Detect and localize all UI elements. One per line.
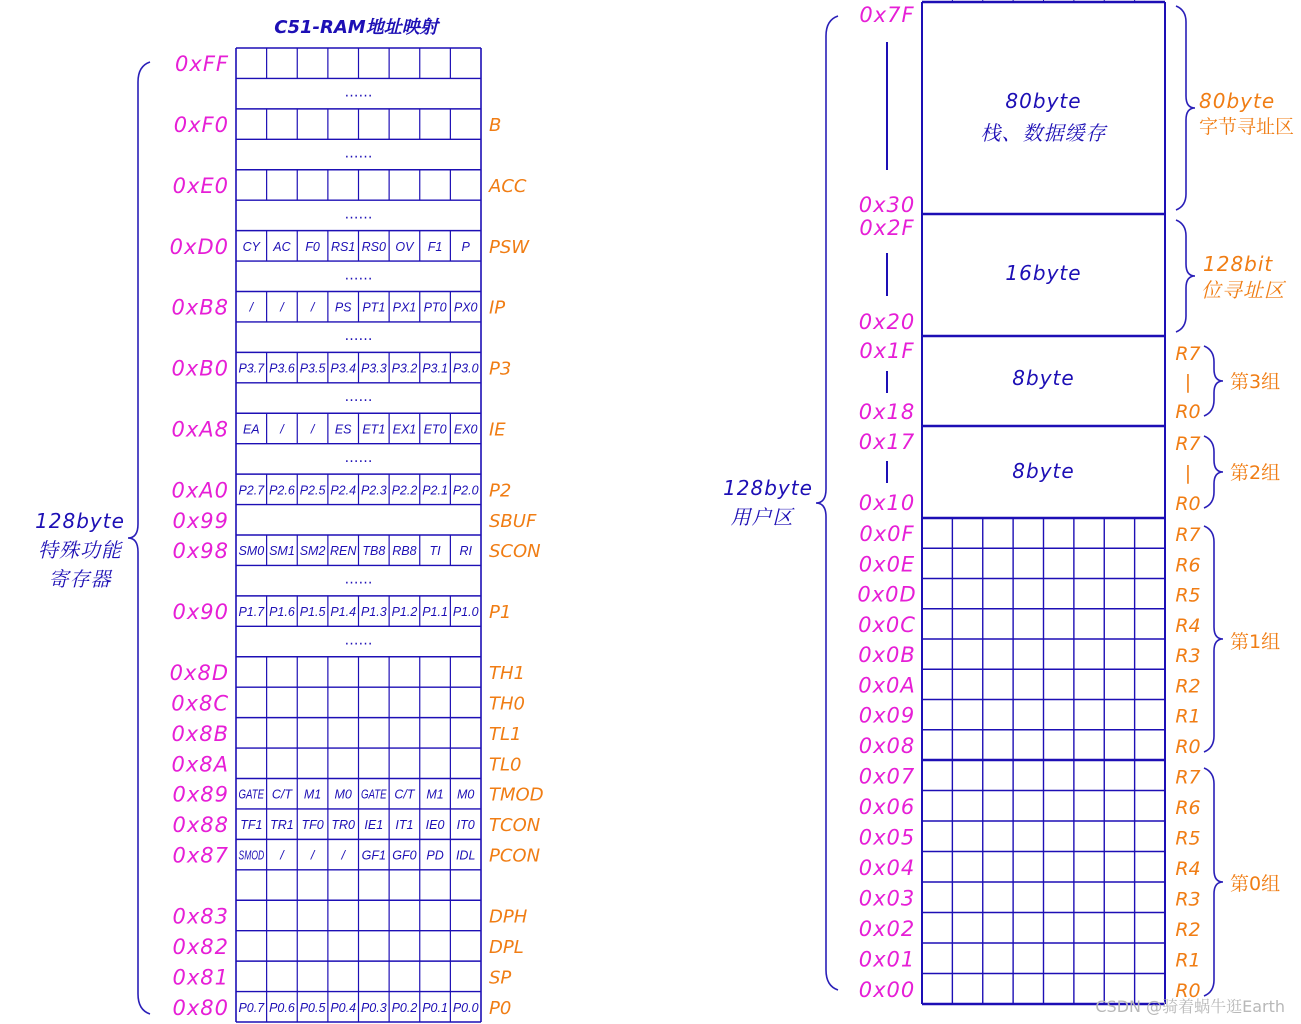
sfr-brace-label: 128byte bbox=[35, 509, 125, 533]
register-range-bar: | bbox=[1184, 371, 1192, 393]
bit-cell: P3.6 bbox=[269, 361, 295, 376]
register-name: P2 bbox=[489, 480, 512, 502]
address-label: 0x20 bbox=[858, 310, 916, 334]
register-name: TCON bbox=[489, 815, 541, 837]
address-label: 0x0D bbox=[857, 582, 917, 607]
bit-cell: M0 bbox=[457, 787, 475, 802]
address-label: 0x06 bbox=[858, 794, 916, 819]
bit-cell: SMOD bbox=[238, 848, 265, 863]
bit-cell: ET1 bbox=[362, 422, 386, 437]
bit-cell: P3.5 bbox=[299, 361, 326, 376]
sfr-brace-label: 特殊功能 bbox=[38, 538, 122, 562]
address-label: 0x87 bbox=[172, 843, 229, 868]
bit-cell: M0 bbox=[334, 787, 352, 802]
bit-cell: C/T bbox=[271, 787, 293, 802]
bit-cell: RS1 bbox=[331, 239, 356, 254]
address-label: 0xD0 bbox=[169, 234, 229, 259]
bit-cell: P2.5 bbox=[299, 483, 326, 498]
bit-cell: IT1 bbox=[395, 818, 414, 833]
bit-cell: F1 bbox=[427, 239, 443, 254]
register-label: R7 bbox=[1175, 433, 1201, 455]
address-label: 0xFF bbox=[175, 52, 229, 77]
bit-cell: P0.6 bbox=[269, 1000, 295, 1015]
address-label: 0x10 bbox=[858, 491, 916, 515]
bit-cell: P3.4 bbox=[330, 361, 357, 376]
bit-cell: EX0 bbox=[453, 422, 478, 437]
bit-cell: / bbox=[280, 422, 284, 437]
byte-area-label: 字节寻址区 bbox=[1199, 116, 1295, 138]
register-name: P3 bbox=[489, 358, 512, 380]
bit-cell: IT0 bbox=[456, 818, 475, 833]
register-name: TMOD bbox=[489, 784, 544, 806]
bit-cell: P1.4 bbox=[330, 605, 357, 620]
bit-cell: C/T bbox=[394, 787, 415, 802]
bit-cell: P1.7 bbox=[238, 605, 266, 620]
address-label: 0x81 bbox=[172, 965, 229, 990]
address-label: 0x98 bbox=[172, 539, 229, 564]
bit-cell: P3.2 bbox=[391, 361, 418, 376]
address-label: 0xE0 bbox=[172, 173, 229, 198]
address-label: 0x83 bbox=[172, 904, 229, 929]
bit-cell: P1.1 bbox=[422, 605, 448, 620]
bit-cell: P1.0 bbox=[452, 605, 479, 620]
register-name: SCON bbox=[489, 541, 541, 563]
address-label: 0x0F bbox=[859, 522, 915, 547]
register-label: R0 bbox=[1175, 493, 1201, 515]
register-label: R2 bbox=[1175, 918, 1201, 941]
bit-cell: P3.1 bbox=[422, 361, 448, 376]
bit-cell: RI bbox=[459, 544, 472, 559]
register-name: PSW bbox=[489, 236, 530, 258]
address-label: 0x2F bbox=[859, 216, 915, 240]
address-label: 0xA0 bbox=[171, 478, 229, 503]
bit-cell: P3.0 bbox=[452, 361, 479, 376]
bit-cell: TI bbox=[429, 544, 441, 559]
bit-cell: IE1 bbox=[364, 818, 384, 833]
bit-cell: TF0 bbox=[301, 818, 324, 833]
bit-cell: GATE bbox=[361, 787, 388, 802]
bit-cell: P0.3 bbox=[361, 1000, 387, 1015]
register-label: R0 bbox=[1175, 979, 1201, 1002]
bit-cell: P3.7 bbox=[238, 361, 266, 376]
address-label: 0x99 bbox=[172, 508, 229, 533]
register-name: SP bbox=[489, 967, 512, 989]
bit-cell: EX1 bbox=[392, 422, 417, 437]
register-label: R1 bbox=[1175, 705, 1201, 728]
byte-area-brace bbox=[1176, 6, 1195, 210]
register-name: SBUF bbox=[489, 510, 537, 532]
register-label: R4 bbox=[1175, 614, 1201, 637]
register-label: R6 bbox=[1175, 796, 1201, 819]
register-name: TL1 bbox=[489, 723, 522, 745]
address-label: 0x17 bbox=[858, 430, 916, 454]
block-16-size: 16byte bbox=[1005, 261, 1082, 285]
bank-brace bbox=[1204, 436, 1223, 508]
bit-cell: GATE bbox=[238, 787, 265, 802]
register-name: TH0 bbox=[489, 693, 525, 715]
bank-label: 第3组 bbox=[1230, 371, 1281, 393]
user-area-size: 128byte bbox=[723, 476, 813, 500]
address-label: 0x01 bbox=[858, 947, 916, 972]
register-name: DPL bbox=[489, 936, 524, 958]
bit-cell: RS0 bbox=[361, 239, 386, 254]
address-label: 0xB0 bbox=[171, 356, 229, 381]
user-ram-table bbox=[723, 0, 1294, 1004]
bit-cell: PX0 bbox=[453, 300, 478, 315]
address-label: 0x80 bbox=[172, 995, 229, 1020]
sfr-brace bbox=[35, 62, 150, 1014]
bit-cell: P3.3 bbox=[361, 361, 387, 376]
sfr-brace-label: 寄存器 bbox=[48, 567, 112, 591]
address-label: 0x05 bbox=[858, 825, 916, 850]
address-label: 0x02 bbox=[858, 916, 916, 941]
bit-cell: TR0 bbox=[331, 818, 355, 833]
bit-cell: P2.0 bbox=[452, 483, 479, 498]
bank0-label: 第0组 bbox=[1230, 873, 1281, 895]
bank1-label: 第1组 bbox=[1230, 631, 1281, 653]
address-label: 0x0E bbox=[858, 552, 916, 577]
bit-cell: TB8 bbox=[362, 544, 386, 559]
address-label: 0x1F bbox=[859, 339, 915, 363]
bit-cell: / bbox=[310, 300, 315, 315]
bit-cell: F0 bbox=[305, 239, 320, 254]
ellipsis-row: …… bbox=[344, 84, 373, 101]
byte-area-size: 80byte bbox=[1199, 89, 1276, 113]
bit-cell: OV bbox=[395, 239, 414, 254]
address-label: 0x8A bbox=[171, 752, 229, 777]
bit-cell: IDL bbox=[455, 848, 476, 863]
address-label: 0x08 bbox=[858, 733, 916, 758]
watermark: CSDN @骑着蜗牛逛Earth bbox=[1095, 997, 1285, 1016]
register-label: R7 bbox=[1175, 766, 1201, 789]
ellipsis-row: …… bbox=[344, 632, 373, 649]
user-area-label: 用户区 bbox=[730, 505, 794, 529]
address-label: 0x00 bbox=[858, 977, 916, 1002]
address-label: 0x8B bbox=[171, 721, 229, 746]
register-range-bar: | bbox=[1184, 462, 1192, 484]
address-label: 0xF0 bbox=[173, 113, 229, 138]
register-name: ACC bbox=[489, 175, 527, 197]
register-name: DPH bbox=[489, 906, 528, 928]
bit-cell: P1.6 bbox=[269, 605, 295, 620]
register-name: P0 bbox=[489, 997, 512, 1019]
bit-cell: P0.5 bbox=[299, 1000, 326, 1015]
address-label: 0x89 bbox=[172, 782, 229, 807]
address-label: 0x09 bbox=[858, 703, 916, 728]
address-label: 0x0B bbox=[858, 643, 916, 668]
bit-cell: TR1 bbox=[270, 818, 294, 833]
address-label: 0x04 bbox=[858, 855, 916, 880]
bank0-brace bbox=[1204, 768, 1223, 996]
bit-cell: / bbox=[280, 300, 284, 315]
register-name: IE bbox=[489, 419, 506, 441]
bit-cell: P1.5 bbox=[299, 605, 326, 620]
bit-cell: M1 bbox=[303, 787, 322, 802]
ellipsis-row: …… bbox=[344, 571, 373, 588]
register-name: IP bbox=[489, 297, 506, 319]
bit-cell: GF1 bbox=[361, 848, 386, 863]
ellipsis-row: …… bbox=[344, 267, 373, 284]
bit-cell: P0.0 bbox=[452, 1000, 479, 1015]
bit-cell: PX1 bbox=[392, 300, 417, 315]
bit-cell: P1.3 bbox=[361, 605, 387, 620]
address-label: 0x03 bbox=[858, 886, 916, 911]
register-label: R6 bbox=[1175, 554, 1201, 577]
block-80-usage: 栈、数据缓存 bbox=[980, 121, 1107, 145]
address-label: 0x0C bbox=[858, 612, 916, 637]
bit-cell: SM2 bbox=[299, 544, 326, 559]
register-label: R0 bbox=[1175, 401, 1201, 423]
bank2-size: 8byte bbox=[1012, 459, 1075, 483]
address-label: 0x8C bbox=[171, 691, 229, 716]
bit-area-size: 128bit bbox=[1203, 252, 1274, 276]
bit-cell: P0.1 bbox=[422, 1000, 448, 1015]
address-label: 0xA8 bbox=[171, 417, 229, 442]
register-label: R3 bbox=[1175, 645, 1201, 668]
address-label: 0x7F bbox=[859, 3, 915, 27]
address-label: 0x07 bbox=[858, 764, 916, 789]
bit-cell: P2.3 bbox=[361, 483, 387, 498]
register-name: B bbox=[489, 115, 502, 137]
bit-cell: P0.2 bbox=[391, 1000, 418, 1015]
address-label: 0x0A bbox=[858, 673, 916, 698]
block-80-size: 80byte bbox=[1005, 89, 1082, 113]
bit-cell: P0.4 bbox=[330, 1000, 357, 1015]
register-label: R2 bbox=[1175, 675, 1201, 698]
bit-cell: / bbox=[341, 848, 345, 863]
address-label: 0x90 bbox=[172, 600, 229, 625]
bank-brace bbox=[1204, 346, 1223, 416]
register-label: R4 bbox=[1175, 857, 1201, 880]
bit-cell: TF1 bbox=[240, 818, 263, 833]
bit-cell: SM1 bbox=[269, 544, 295, 559]
address-label: 0xB8 bbox=[171, 295, 229, 320]
bit-area-label: 位寻址区 bbox=[1201, 278, 1285, 302]
bit-cell: M1 bbox=[426, 787, 444, 802]
address-label: 0x30 bbox=[858, 193, 916, 217]
address-label: 0x88 bbox=[172, 813, 229, 838]
address-label: 0x18 bbox=[858, 400, 916, 424]
bit-cell: PT1 bbox=[362, 300, 386, 315]
address-label: 0x82 bbox=[172, 934, 229, 959]
register-name: TH1 bbox=[489, 662, 525, 684]
bit-cell: PS bbox=[334, 300, 352, 315]
ellipsis-row: …… bbox=[344, 206, 373, 223]
diagram-title: C51-RAM地址映射 bbox=[274, 17, 438, 38]
bit-cell: P2.6 bbox=[269, 483, 295, 498]
sfr-table bbox=[170, 48, 544, 1022]
bit-cell: CY bbox=[242, 239, 260, 254]
register-label: R0 bbox=[1175, 735, 1201, 758]
bit-cell: P1.2 bbox=[391, 605, 418, 620]
register-label: R5 bbox=[1175, 584, 1201, 607]
bit-cell: AC bbox=[273, 239, 291, 254]
register-label: R7 bbox=[1175, 524, 1201, 547]
bit-cell: P2.4 bbox=[330, 483, 357, 498]
bit-cell: ES bbox=[334, 422, 352, 437]
register-label: R1 bbox=[1175, 949, 1201, 972]
register-name: P1 bbox=[489, 602, 512, 624]
register-label: R5 bbox=[1175, 827, 1201, 850]
bank1-brace bbox=[1204, 526, 1223, 752]
bit-cell: GF0 bbox=[392, 848, 417, 863]
bit-cell: / bbox=[249, 300, 254, 315]
register-label: R7 bbox=[1175, 343, 1201, 365]
bit-cell: / bbox=[310, 848, 315, 863]
bit-cell: / bbox=[310, 422, 315, 437]
bank3-size: 8byte bbox=[1012, 366, 1075, 390]
ellipsis-row: …… bbox=[344, 145, 373, 162]
ellipsis-row: …… bbox=[344, 389, 373, 406]
bit-cell: P bbox=[461, 239, 470, 254]
register-label: R3 bbox=[1175, 888, 1201, 911]
bank-label: 第2组 bbox=[1230, 462, 1281, 484]
ellipsis-row: …… bbox=[344, 449, 373, 466]
bit-cell: REN bbox=[329, 544, 357, 559]
bit-cell: PT0 bbox=[423, 300, 447, 315]
bit-cell: IE0 bbox=[425, 818, 445, 833]
bit-cell: P2.2 bbox=[391, 483, 418, 498]
register-name: TL0 bbox=[489, 754, 522, 776]
sfr-curly-brace bbox=[128, 62, 150, 1014]
bit-cell: SM0 bbox=[238, 544, 265, 559]
bit-cell: / bbox=[280, 848, 284, 863]
bit-cell: EA bbox=[242, 422, 260, 437]
bit-cell: PD bbox=[426, 848, 444, 863]
user-area-brace bbox=[816, 16, 838, 990]
bit-cell: P0.7 bbox=[238, 1000, 266, 1015]
bit-area-brace bbox=[1176, 220, 1195, 332]
bit-cell: RB8 bbox=[392, 544, 417, 559]
register-name: PCON bbox=[489, 845, 541, 867]
bit-cell: P2.7 bbox=[238, 483, 266, 498]
bit-cell: ET0 bbox=[423, 422, 447, 437]
ellipsis-row: …… bbox=[344, 328, 373, 345]
address-label: 0x8D bbox=[169, 660, 229, 685]
bit-cell: P2.1 bbox=[422, 483, 448, 498]
